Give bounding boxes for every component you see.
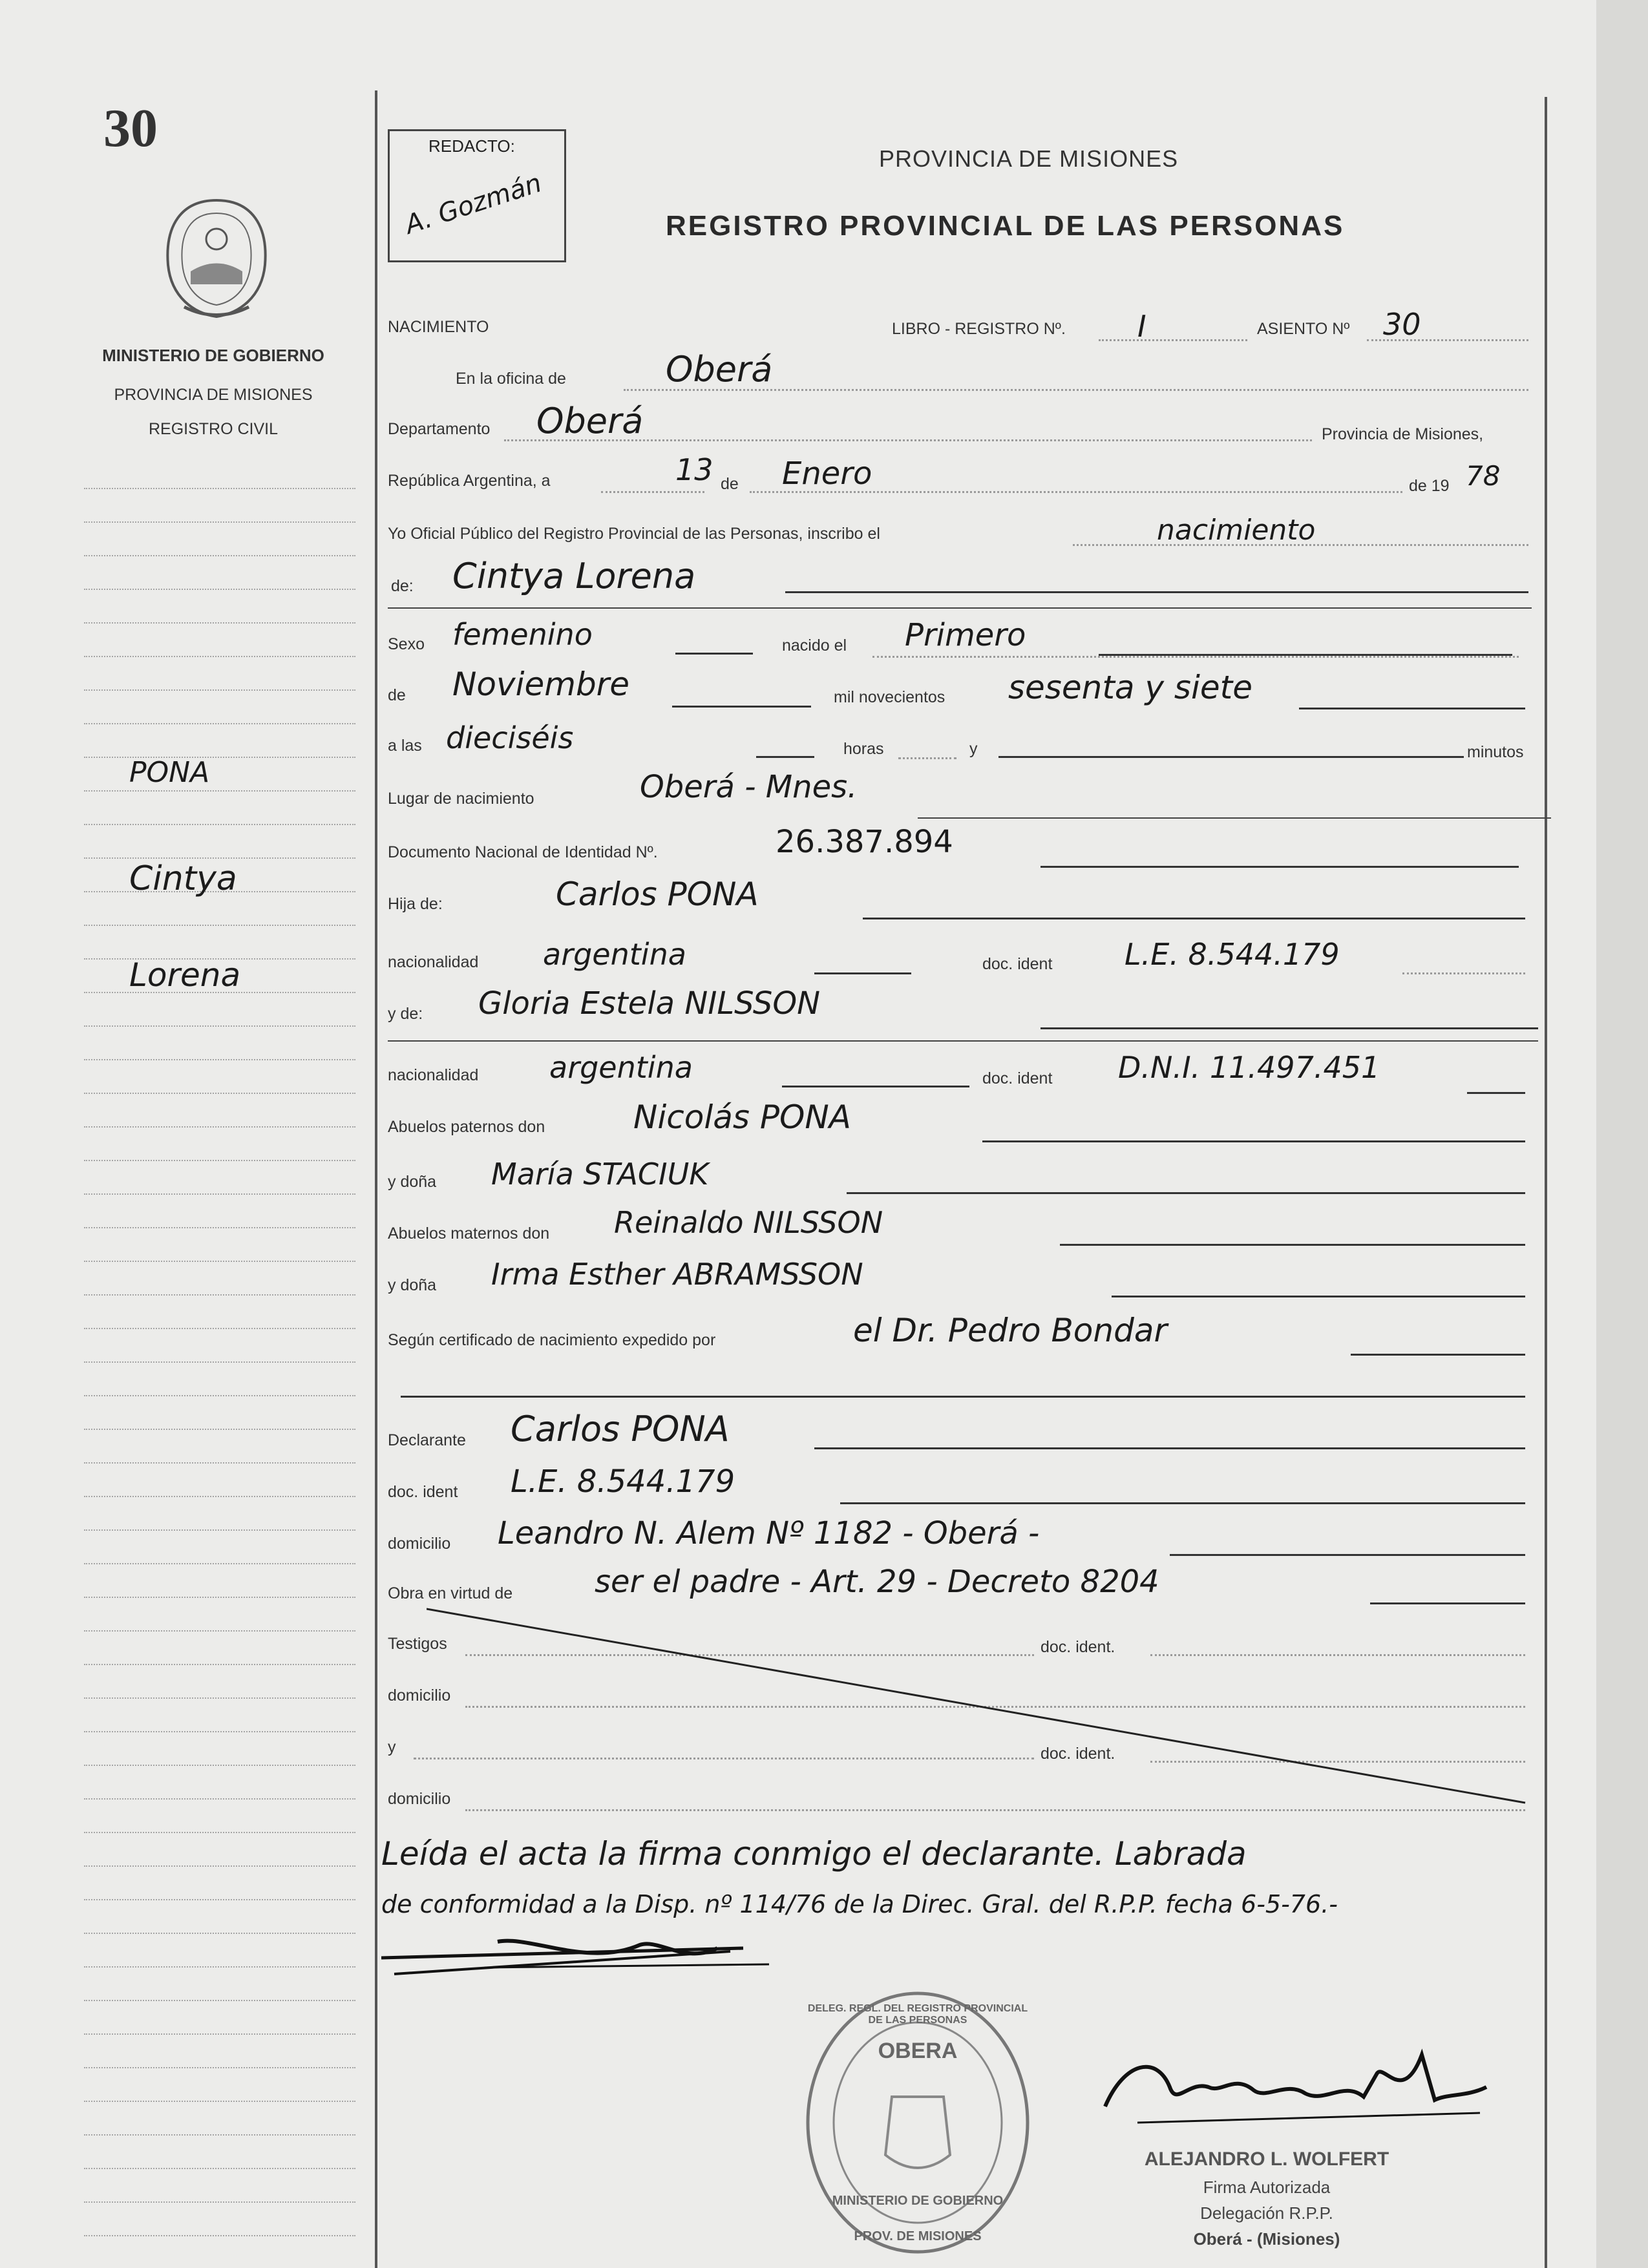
left-margin-line [84,790,355,792]
left-margin-line [84,1093,355,1094]
certificado-value: el Dr. Pedro Bondar [853,1312,1168,1349]
hora-value: dieciséis [446,720,574,755]
left-margin-line [84,1765,355,1766]
declarante-docident-label: doc. ident [388,1483,458,1501]
signer-name: ALEJANDRO L. WOLFERT [1144,2148,1389,2170]
left-margin-line [84,925,355,926]
abuelos-paternos-label: Abuelos paternos don [388,1118,545,1136]
ministry-office: REGISTRO CIVIL [148,420,279,438]
left-margin-line [84,1025,355,1027]
left-margin-line [84,1798,355,1800]
margin-note-first-name: Cintya [129,859,237,898]
madre-nacionalidad-label: nacionalidad [388,1066,479,1084]
padre-nacionalidad-label: nacionalidad [388,953,479,971]
left-margin-line [84,2134,355,2136]
oficina-label: En la oficina de [456,370,566,388]
hija-label: Hija de: [388,895,443,913]
stamp-center-text: OBERA [878,2039,958,2063]
left-margin-line [84,1160,355,1161]
right-rule [1545,97,1547,2268]
signer-location: Oberá - (Misiones) [1193,2229,1340,2249]
left-margin-line [84,1059,355,1060]
dni-label: Documento Nacional de Identidad Nº. [388,843,658,861]
asiento-label: ASIENTO Nº [1257,320,1350,338]
redacto-signature: A. Gozmán [401,168,545,240]
testigos-label: Testigos [388,1635,447,1653]
oficial-text: Yo Oficial Público del Registro Provincial de las Personas, inscribo el [388,525,880,543]
declarante-doc-value: L.E. 8.544.179 [511,1464,735,1500]
left-margin-line [84,1697,355,1699]
closing-line-1: Leída el acta la firma conmigo el declarante. Labrada [381,1835,1247,1873]
inscribo-value: nacimiento [1157,514,1316,547]
y2-label: y [388,1738,396,1756]
domicilio2-label: domicilio [388,1686,451,1705]
minutos-label: minutos [1467,743,1524,761]
page-number: 30 [103,98,158,158]
left-margin-line [84,689,355,691]
padre-doc-value: L.E. 8.544.179 [1125,937,1340,972]
left-margin-line [84,589,355,590]
abuela-materna-value: Irma Esther ABRAMSSON [491,1257,863,1292]
nac-anio-value: sesenta y siete [1008,669,1253,706]
abuelo-paterno-value: Nicolás PONA [633,1098,851,1136]
anio-label: de 19 [1409,477,1450,495]
alas-label: a las [388,737,422,755]
obra-value: ser el padre - Art. 29 - Decreto 8204 [595,1564,1159,1600]
left-margin-line [84,1496,355,1497]
sexo-label: Sexo [388,635,425,653]
madre-docident-label: doc. ident [982,1069,1053,1087]
left-margin-line [84,1966,355,1968]
left-margin-line [84,1731,355,1732]
stamp-rings [801,1987,1034,2258]
left-margin-line [84,2000,355,2001]
domicilio-label: domicilio [388,1535,451,1553]
left-margin-line [84,521,355,523]
nac-mes-value: Noviembre [452,666,629,703]
nombre-value: Cintya Lorena [452,556,696,596]
left-margin-line [84,2168,355,2169]
left-margin-line [84,1630,355,1632]
y-label: y [969,740,978,758]
left-margin-line [84,2201,355,2203]
page-edge [1596,0,1648,2268]
authorized-signature [1099,2035,1499,2139]
declarante-value: Carlos PONA [511,1409,730,1449]
libro-value: I [1137,309,1146,344]
left-margin-line [84,1294,355,1296]
left-margin-line [84,1529,355,1531]
left-margin-line [84,555,355,556]
de-name-label: de: [391,577,414,595]
madre-value: Gloria Estela NILSSON [478,985,821,1022]
margin-note-surname: PONA [129,756,210,789]
docident3-label: doc. ident. [1041,1745,1115,1763]
official-stamp [801,1987,1034,2258]
testigos-docident-label: doc. ident. [1041,1638,1115,1656]
left-margin-line [84,622,355,624]
de-mes-label: de [388,686,406,704]
left-margin-line [84,2235,355,2236]
cross-out-stroke [427,1596,1538,1829]
header-registry: REGISTRO PROVINCIAL DE LAS PERSONAS [666,210,1345,242]
provincial-emblem [155,194,278,323]
left-margin-line [84,1429,355,1430]
left-margin-line [84,1462,355,1464]
left-margin-line [84,1832,355,1833]
left-margin-line [84,1664,355,1665]
left-margin-line [84,1126,355,1128]
certificado-label: Según certificado de nacimiento expedido por [388,1331,716,1349]
dia-value: 13 [675,452,713,487]
left-rule [375,90,377,2268]
left-margin-line [84,1261,355,1262]
left-margin-line [84,1193,355,1195]
padre-value: Carlos PONA [556,876,759,913]
mil-label: mil novecientos [834,688,945,706]
domicilio-value: Leandro N. Alem Nº 1182 - Oberá - [498,1515,1040,1551]
abuela-materna-label: y doña [388,1276,437,1294]
left-margin-line [84,2101,355,2102]
left-margin-line [84,857,355,859]
left-margin-line [84,824,355,825]
redacto-label: REDACTO: [428,136,515,156]
redacto-box [388,129,566,262]
provincia-label: Provincia de Misiones, [1322,425,1484,443]
left-margin-line [84,1395,355,1396]
asiento-value: 30 [1383,307,1421,342]
padre-docident-label: doc. ident [982,955,1053,973]
mes-value: Enero [782,456,872,492]
domicilio3-label: domicilio [388,1790,451,1808]
departamento-label: Departamento [388,420,491,438]
madre-nacionalidad-value: argentina [549,1050,693,1085]
dni-value: 26.387.894 [776,824,953,860]
abuelos-maternos-label: Abuelos maternos don [388,1224,550,1243]
left-margin-line [84,1227,355,1228]
anio-value: 78 [1466,460,1501,492]
closing-line-2: de conformidad a la Disp. nº 114/76 de la Direc. Gral. del R.P.P. fecha 6-5-76.- [381,1890,1338,1918]
obra-label: Obra en virtud de [388,1584,513,1602]
padre-nacionalidad-value: argentina [543,937,686,972]
stamp-ring-text: DELEG. REGL. DEL REGISTRO PROVINCIAL DE LAS PERSONAS [807,2003,1028,2026]
stamp-bottom-text: PROV. DE MISIONES [854,2229,982,2243]
left-margin-line [84,1328,355,1329]
departamento-value: Oberá [536,401,644,441]
left-margin-line [84,757,355,758]
left-margin-line [84,656,355,657]
ministry-name: MINISTERIO DE GOBIERNO [102,346,324,365]
sexo-value: femenino [452,617,593,652]
nacido-label: nacido el [782,636,847,655]
declarante-label: Declarante [388,1431,466,1449]
left-margin-line [84,1933,355,1934]
header-province: PROVINCIA DE MISIONES [879,145,1179,172]
left-margin-line [84,2033,355,2035]
nacido-value: Primero [905,617,1026,653]
libro-label: LIBRO - REGISTRO Nº. [892,320,1066,338]
left-margin-line [84,2067,355,2068]
left-margin-line [84,1865,355,1867]
nacimiento-label: NACIMIENTO [388,318,489,336]
horas-label: horas [843,740,884,758]
signer-title: Firma Autorizada [1203,2178,1331,2197]
left-margin-line [84,1361,355,1363]
abuela-paterna-label: y doña [388,1173,437,1191]
margin-note-second-name: Lorena [129,956,241,994]
left-margin-line [84,1899,355,1900]
left-margin-line [84,1597,355,1598]
abuela-paterna-value: María STACIUK [491,1157,709,1192]
lugar-label: Lugar de nacimiento [388,790,534,808]
republica-label: República Argentina, a [388,472,551,490]
struck-signature [381,1929,769,1987]
abuelo-materno-value: Reinaldo NILSSON [614,1205,883,1240]
madre-doc-value: D.N.I. 11.497.451 [1118,1050,1380,1085]
signer-office: Delegación R.P.P. [1200,2203,1333,2223]
oficina-value: Oberá [666,349,773,390]
lugar-value: Oberá - Mnes. [640,769,858,805]
madre-label: y de: [388,1005,423,1023]
left-margin-line [84,723,355,724]
ministry-province: PROVINCIA DE MISIONES [114,386,313,404]
stamp-inner-text: MINISTERIO DE GOBIERNO [832,2194,1004,2208]
de-label: de [721,475,739,493]
left-margin-line [84,1563,355,1564]
left-margin-line [84,488,355,489]
